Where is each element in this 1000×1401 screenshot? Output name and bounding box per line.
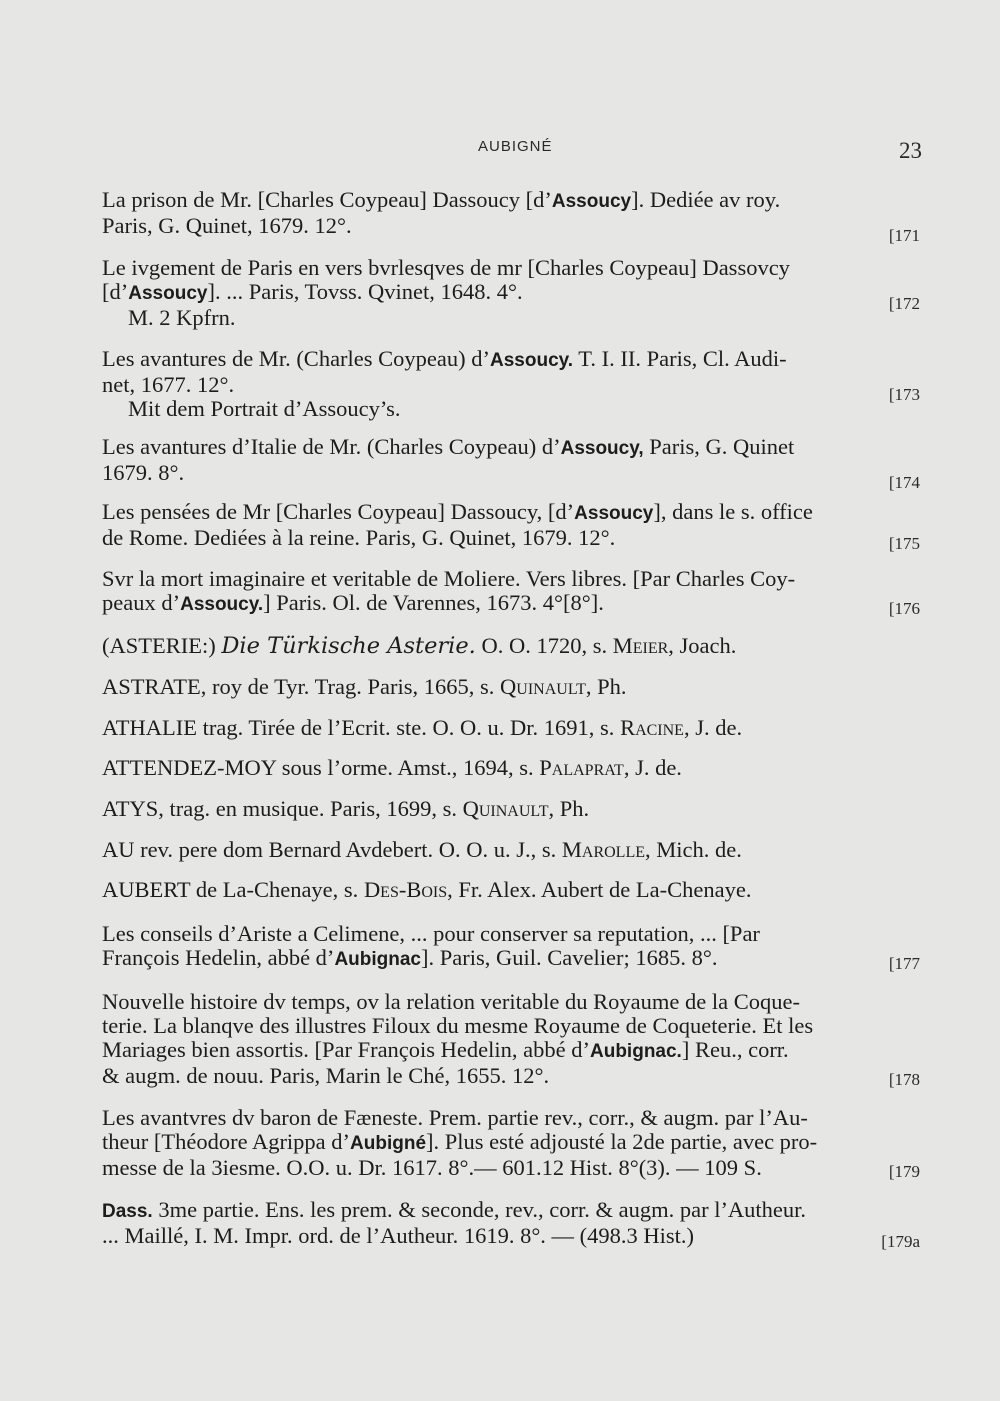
entry-number: [171 bbox=[888, 226, 920, 245]
entry-number: [175 bbox=[888, 534, 920, 553]
entry-number: [176 bbox=[888, 599, 920, 618]
page-number: 23 bbox=[899, 138, 922, 163]
entry-number: [174 bbox=[888, 473, 920, 492]
crossref-aubert: AUBERT de La-Chenaye, s. Des-Bois, Fr. Alex. Aubert de La-Chenaye. bbox=[102, 877, 752, 902]
entry-176: Svr la mort imaginaire et veritable de Moliere. Vers libres. [Par Charles Coy- peaux d’Assoucy.] Paris. Ol. de Varennes, 1673. 4°[8°]. [176 bbox=[102, 567, 920, 617]
entry-number: [179 bbox=[888, 1162, 920, 1181]
running-head: AUBIGNÉ bbox=[478, 138, 553, 155]
entry-number: [173 bbox=[888, 385, 920, 404]
entry-179a: Dass. 3me partie. Ens. les prem. & seconde, rev., corr. & augm. par l’Autheur. ... Maillé, I. M. Impr. ord. de l’Autheur. 1619. 8°. — (498.3 Hist.) [179a bbox=[102, 1198, 920, 1248]
entry-175: Les pensées de Mr [Charles Coypeau] Dassoucy, [d’Assoucy], dans le s. office de Rome. Dediées à la reine. Paris, G. Quinet, 1679. 12°. [175 bbox=[102, 500, 920, 550]
crossref-attendez-moy: ATTENDEZ-MOY sous l’orme. Amst., 1694, s. Palaprat, J. de. bbox=[102, 755, 682, 780]
entry-number: [179a bbox=[881, 1232, 920, 1251]
entry-171: La prison de Mr. [Charles Coypeau] Dassoucy [d’Assoucy]. Dediée av roy. Paris, G. Quinet, 1679. 12°. [171 bbox=[102, 188, 920, 238]
entry-number: [172 bbox=[888, 294, 920, 313]
entry-179: Les avantvres dv baron de Fæneste. Prem. partie rev., corr., & augm. par l’Au- theur [Théodore Agrippa d’Aubigné]. Plus esté adjousté la 2de partie, avec pro- messe de la 3iesme. O.O. u. Dr. 1617. 8°.— 601.12 Hist. 8°(3). — 109 S. [179 bbox=[102, 1106, 920, 1180]
entry-number: [178 bbox=[888, 1070, 920, 1089]
entry-177: Les conseils d’Ariste a Celimene, ... pour conserver sa reputation, ... [Par François Hedelin, abbé d’Aubignac]. Paris, Guil. Cavelier; 1685. 8°. [177 bbox=[102, 922, 920, 972]
crossref-astrate: ASTRATE, roy de Tyr. Trag. Paris, 1665, s. Quinault, Ph. bbox=[102, 674, 627, 699]
entry-number: [177 bbox=[888, 954, 920, 973]
crossref-au-rev-pere: AU rev. pere dom Bernard Avdebert. O. O. u. J., s. Marolle, Mich. de. bbox=[102, 837, 742, 862]
crossref-asterie: (ASTERIE:) Die Türkische Asterie. O. O. 1720, s. Meier, Joach. bbox=[102, 633, 737, 659]
entry-173: Les avantures de Mr. (Charles Coypeau) d’Assoucy. T. I. II. Paris, Cl. Audi- net, 1677. 12°. Mit dem Portrait d’Assoucy’s. [173 bbox=[102, 346, 920, 421]
crossref-atys: ATYS, trag. en musique. Paris, 1699, s. Quinault, Ph. bbox=[102, 796, 590, 821]
entry-178: Nouvelle histoire dv temps, ov la relation veritable du Royaume de la Coque- terie. La blanqve des illustres Filoux du mesme Royaume de Coqueterie. Et les Mariages bien assortis. [Par François Hedelin, abbé d’Aubignac.] Reu., corr. & augm. de nouu. Paris, Marin le Ché, 1655. 12°. [178 bbox=[102, 990, 920, 1088]
entry-172: Le ivgement de Paris en vers bvrlesqves de mr [Charles Coypeau] Dassovcy [d’Assoucy]. ... Paris, Tovss. Qvinet, 1648. 4°. M. 2 Kpfrn. [172 bbox=[102, 255, 920, 330]
entry-174: Les avantures d’Italie de Mr. (Charles Coypeau) d’Assoucy, Paris, G. Quinet 1679. 8°. [174 bbox=[102, 435, 920, 485]
crossref-athalie: ATHALIE trag. Tirée de l’Ecrit. ste. O. O. u. Dr. 1691, s. Racine, J. de. bbox=[102, 715, 743, 740]
